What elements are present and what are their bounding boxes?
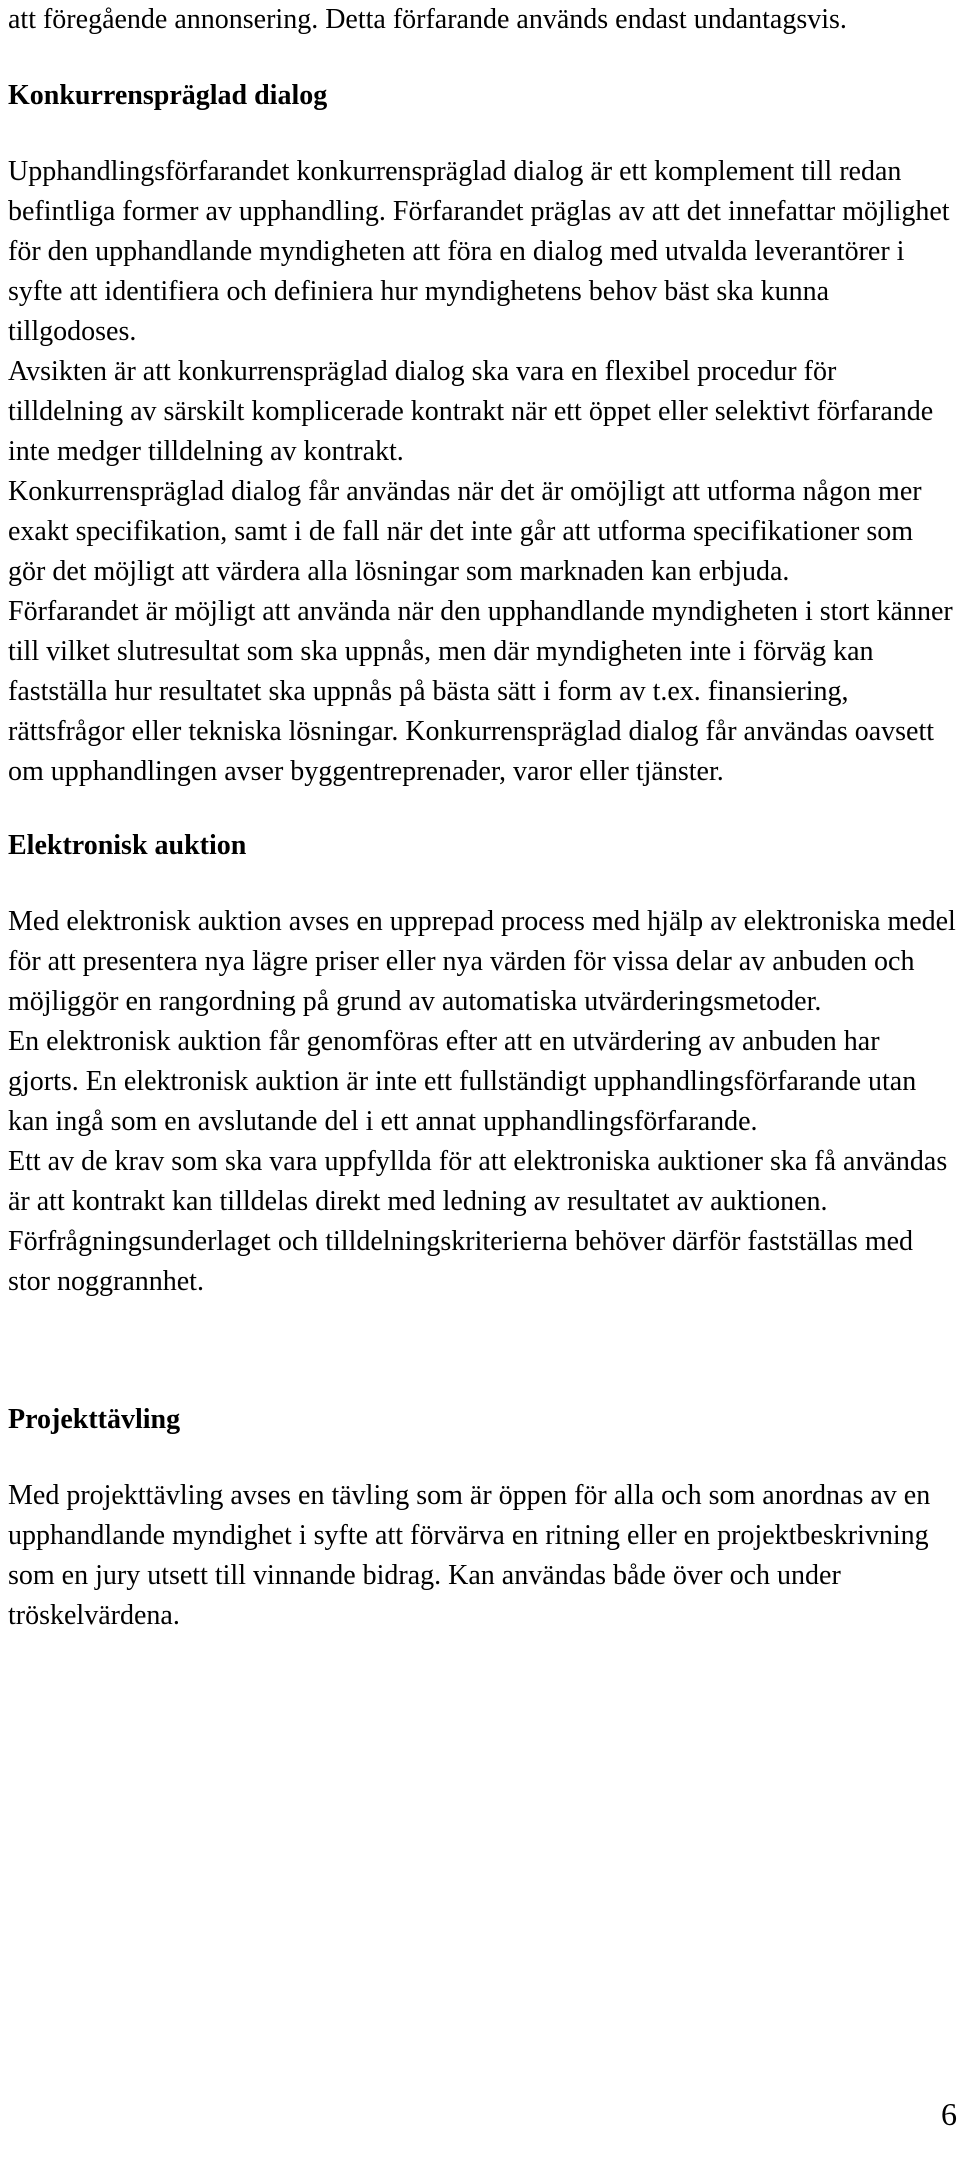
intro-fragment: att föregående annonsering. Detta förfarande används endast undantagsvis. (8, 4, 847, 35)
paragraph: En elektronisk auktion får genomföras efter att en utvärdering av anbuden har gjorts. En elektronisk auktion är inte ett fullständigt upphandlingsförfarande utan kan ingå som en avslutande del i ett annat upphandlingsförfarande. (8, 1026, 917, 1137)
paragraph: Förfarandet är möjligt att använda när den upphandlande myndigheten i stort känner till vilket slutresultat som ska uppnås, men där myndigheten inte i förväg kan fastställa hur resultatet ska uppnås på bästa sätt i form av t.ex. finansiering, rättsfrågor eller tekniska lösningar. Konkurrenspräglad dialog får användas oavsett om upphandlingen avser byggentreprenader, varor eller tjänster. (8, 596, 953, 787)
paragraph: Upphandlingsförfarandet konkurrenspräglad dialog är ett komplement till redan befintliga former av upphandling. Förfarandet präglas av att det innefattar möjlighet för den upphandlande myndigheten att föra en dialog med utvalda leverantörer i syfte att identifiera och definiera hur myndighetens behov bäst ska kunna tillgodoses. (8, 156, 950, 347)
page-number: 6 (941, 2096, 957, 2132)
paragraph: Ett av de krav som ska vara uppfyllda för att elektroniska auktioner ska få användas är att kontrakt kan tilldelas direkt med ledning av resultatet av auktionen. Förfrågningsunderlaget och tilldelningskriterierna behöver därför fastställas med stor noggrannhet. (8, 1146, 948, 1297)
paragraph: Konkurrenspräglad dialog får användas när det är omöjligt att utforma någon mer exakt specifikation, samt i de fall när det inte går att utforma specifikationer som gör det möjligt att värdera alla lösningar som marknaden kan erbjuda. (8, 476, 922, 587)
paragraph: Med elektronisk auktion avses en upprepad process med hjälp av elektroniska medel för att presentera nya lägre priser eller nya värden för vissa delar av anbuden och möjliggör en rangordning på grund av automatiska utvärderingsmetoder. (8, 906, 956, 1017)
heading-konkurrenspraglad-dialog: Konkurrenspräglad dialog (8, 80, 328, 111)
paragraph: Med projekttävling avses en tävling som är öppen för alla och som anordnas av en upphandlande myndighet i syfte att förvärva en ritning eller en projektbeskrivning som en jury utsett till vinnande bidrag. Kan användas både över och under tröskelvärdena. (8, 1480, 931, 1631)
document-page (8, 0, 956, 1636)
heading-elektronisk-auktion: Elektronisk auktion (8, 830, 247, 861)
paragraph: Avsikten är att konkurrenspräglad dialog ska vara en flexibel procedur för tilldelning av särskilt komplicerade kontrakt när ett öppet eller selektivt förfarande inte medger tilldelning av kontrakt. (8, 356, 934, 467)
heading-projekttavling: Projekttävling (8, 1404, 181, 1435)
